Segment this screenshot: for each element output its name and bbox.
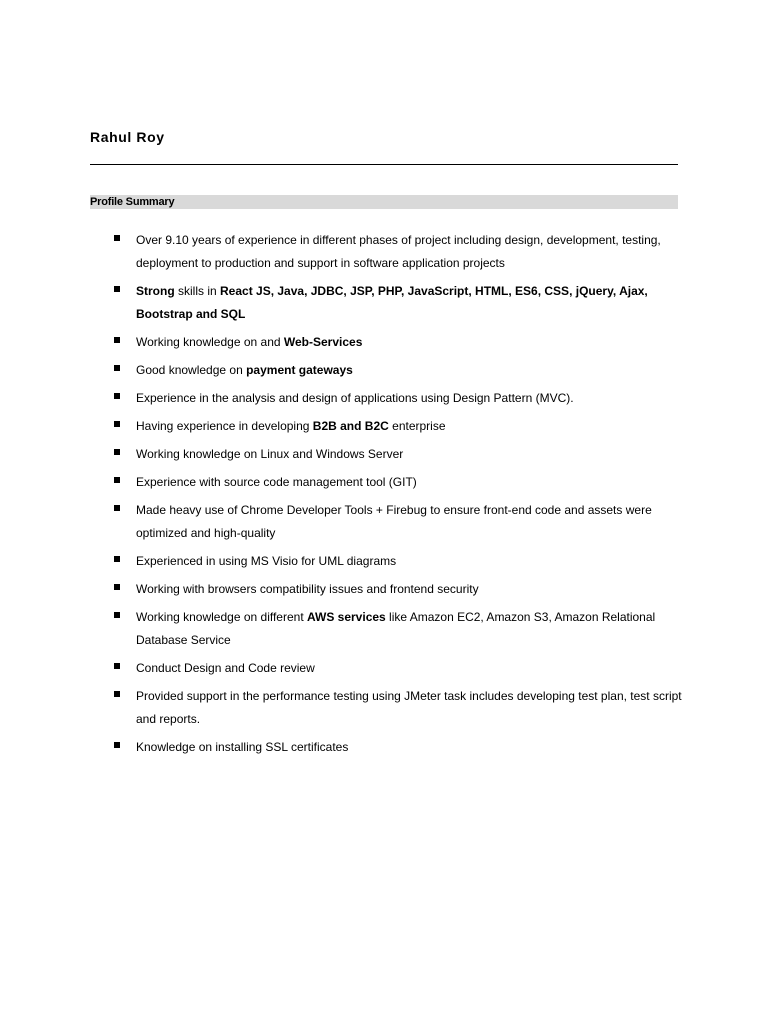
list-item xyxy=(90,550,690,573)
list-item xyxy=(90,499,690,545)
square-bullet-icon xyxy=(114,584,120,590)
list-item-emphasis: B2B and B2C xyxy=(312,419,389,433)
list-item-text: Made heavy use of Chrome Developer Tools + Firebug to ensure front-end code and assets were optimized and high-quality xyxy=(136,503,652,540)
square-bullet-icon xyxy=(114,421,120,427)
list-item xyxy=(90,359,690,382)
list-item-text: Good knowledge on xyxy=(136,363,247,377)
square-bullet-icon xyxy=(114,337,120,343)
list-item xyxy=(90,736,690,759)
section-header-bar xyxy=(90,195,678,209)
square-bullet-icon xyxy=(114,742,120,748)
list-item xyxy=(90,685,690,731)
section-title: Profile Summary xyxy=(90,196,175,208)
list-item-text: Having experience in developing xyxy=(136,419,313,433)
square-bullet-icon xyxy=(114,365,120,371)
list-item-emphasis: AWS services xyxy=(307,610,386,624)
list-item-text: like Amazon EC2, Amazon S3, Amazon Relational Database Service xyxy=(136,610,656,647)
list-item xyxy=(90,415,690,438)
header-divider xyxy=(90,164,678,165)
list-item-emphasis: Strong xyxy=(136,284,175,298)
list-item xyxy=(90,387,690,410)
list-item-emphasis: Web-Services xyxy=(283,335,363,349)
candidate-name: Rahul Roy xyxy=(90,129,165,145)
list-item xyxy=(90,606,690,652)
list-item-text: enterprise xyxy=(388,419,446,433)
list-item-text: Working knowledge on and xyxy=(136,335,284,349)
list-item-text: Experience in the analysis and design of applications using Design Pattern (MVC). xyxy=(136,391,574,405)
list-item-emphasis: React JS, Java, JDBC, JSP, PHP, JavaScript, HTML, ES6, CSS, jQuery, Ajax, Bootstrap and SQL xyxy=(136,284,648,321)
list-item-text: Over 9.10 years of experience in different phases of project including design, development, testing, deployment to production and support in software application projects xyxy=(136,233,661,270)
square-bullet-icon xyxy=(114,477,120,483)
list-item xyxy=(90,471,690,494)
list-item-emphasis: payment gateways xyxy=(246,363,353,377)
square-bullet-icon xyxy=(114,235,120,241)
square-bullet-icon xyxy=(114,691,120,697)
square-bullet-icon xyxy=(114,393,120,399)
list-item xyxy=(90,657,690,680)
list-item xyxy=(90,331,690,354)
square-bullet-icon xyxy=(114,505,120,511)
list-item-text: Conduct Design and Code review xyxy=(136,661,315,675)
square-bullet-icon xyxy=(114,449,120,455)
list-item-text: Experienced in using MS Visio for UML diagrams xyxy=(136,554,397,568)
square-bullet-icon xyxy=(114,663,120,669)
list-item xyxy=(90,280,690,326)
list-item-text: Working with browsers compatibility issues and frontend security xyxy=(136,582,479,596)
list-item-text: Knowledge on installing SSL certificates xyxy=(136,740,349,754)
list-item-text: skills in xyxy=(174,284,221,298)
square-bullet-icon xyxy=(114,612,120,618)
profile-summary-list xyxy=(90,229,690,764)
square-bullet-icon xyxy=(114,286,120,292)
list-item xyxy=(90,443,690,466)
list-item-text: Provided support in the performance testing using JMeter task includes developing test plan, test script and reports. xyxy=(136,689,682,726)
list-item xyxy=(90,578,690,601)
list-item-text: Working knowledge on different xyxy=(136,610,307,624)
square-bullet-icon xyxy=(114,556,120,562)
list-item-text: Experience with source code management tool (GIT) xyxy=(136,475,417,489)
list-item xyxy=(90,229,690,275)
list-item-text: Working knowledge on Linux and Windows Server xyxy=(136,447,404,461)
